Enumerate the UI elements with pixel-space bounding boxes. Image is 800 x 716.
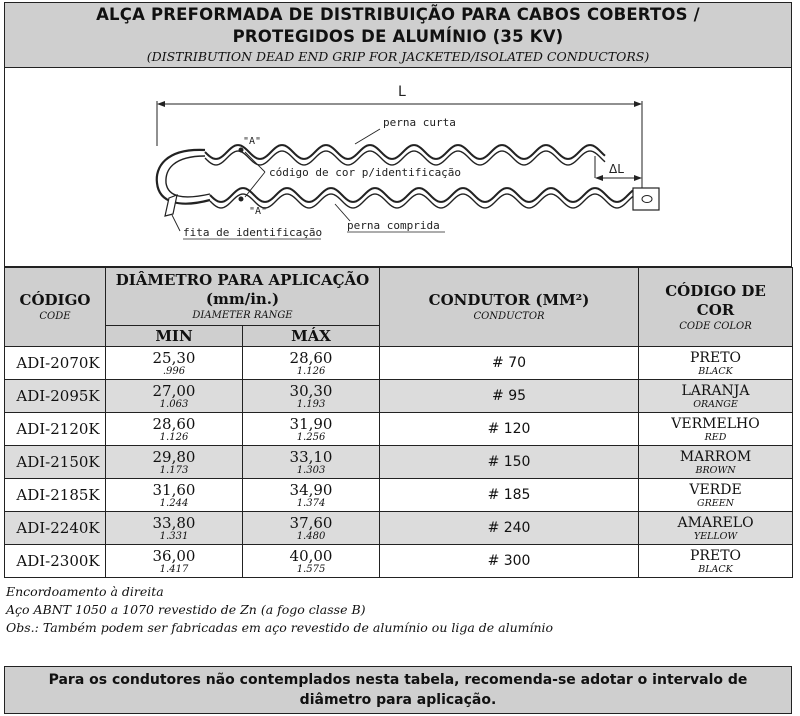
table-row: [5, 347, 793, 380]
cell-color: LARANJA ORANGE: [639, 380, 793, 413]
cell-min: 27,00 1.063: [106, 380, 243, 413]
cell-min: 25,30 .996: [106, 347, 243, 380]
note-observation: Obs.: Também podem ser fabricadas em aço revestido de alumínio ou liga de alumínio: [6, 620, 554, 635]
header-conductor-en: CONDUCTOR: [473, 311, 545, 322]
section-A-bottom-label: "A": [249, 206, 268, 217]
cell-code: ADI-2150K: [5, 446, 106, 479]
header-code: [5, 268, 106, 347]
cell-conductor: # 240: [380, 512, 639, 545]
header-code-label: CÓDIGO: [19, 291, 91, 309]
cell-conductor: # 120: [380, 413, 639, 446]
section-A-top-label: "A": [243, 136, 262, 147]
title-line-1: ALÇA PREFORMADA DE DISTRIBUIÇÃO PARA CABOS COBERTOS /: [96, 5, 700, 24]
note-stranding: Encordoamento à direita: [6, 584, 164, 599]
cell-min: 31,60 1.244: [106, 479, 243, 512]
cell-color: PRETO BLACK: [639, 347, 793, 380]
header-color-en: CODE COLOR: [679, 320, 752, 332]
short-leg-label: perna curta: [383, 116, 456, 129]
table-row: [5, 413, 793, 446]
technical-drawing: [4, 68, 792, 267]
cell-code: ADI-2120K: [5, 413, 106, 446]
table-row: [5, 545, 793, 578]
dead-end-grip-drawing: [5, 68, 793, 267]
cell-conductor: # 300: [380, 545, 639, 578]
cell-max: 37,60 1.480: [243, 512, 380, 545]
cell-min: 29,80 1.173: [106, 446, 243, 479]
cell-color: AMARELO YELLOW: [639, 512, 793, 545]
cell-max: 34,90 1.374: [243, 479, 380, 512]
cell-color: PRETO BLACK: [639, 545, 793, 578]
long-leg-label: perna comprida: [347, 219, 440, 232]
cell-min: 33,80 1.331: [106, 512, 243, 545]
id-tape-label: fita de identificação: [183, 226, 323, 239]
header-conductor-label: CONDUTOR (MM²): [428, 291, 590, 309]
cell-code: ADI-2300K: [5, 545, 106, 578]
table-row: [5, 512, 793, 545]
specification-table: [4, 267, 793, 578]
cell-max: 33,10 1.303: [243, 446, 380, 479]
cell-code: ADI-2240K: [5, 512, 106, 545]
cell-code: ADI-2185K: [5, 479, 106, 512]
header-max-label: MÁX: [291, 326, 331, 345]
cell-code: ADI-2070K: [5, 347, 106, 380]
document-header: [4, 2, 792, 68]
cell-max: 40,00 1.575: [243, 545, 380, 578]
header-max: [243, 326, 380, 347]
header-code-en: CODE: [39, 311, 71, 322]
cell-min: 28,60 1.126: [106, 413, 243, 446]
delta-L-label: ΔL: [609, 162, 624, 176]
table-row: [5, 446, 793, 479]
header-color-line1: CÓDIGO DE: [665, 281, 766, 300]
cell-max: 31,90 1.256: [243, 413, 380, 446]
header-min: [106, 326, 243, 347]
header-diameter-en: DIAMETER RANGE: [192, 310, 293, 321]
header-min-label: MIN: [155, 326, 193, 345]
short-leg-helix: [205, 145, 605, 165]
subtitle-english: (DISTRIBUTION DEAD END GRIP FOR JACKETED/ISOLATED CONDUCTORS): [146, 49, 650, 64]
header-diameter-units: (mm/in.): [205, 290, 280, 308]
long-leg-helix: [210, 188, 634, 208]
cell-conductor: # 95: [380, 380, 639, 413]
header-color-line2: COR: [696, 300, 735, 319]
footer-recommendation: [4, 666, 792, 714]
cell-min: 36,00 1.417: [106, 545, 243, 578]
table-row: [5, 479, 793, 512]
cell-color: VERMELHO RED: [639, 413, 793, 446]
cell-conductor: # 185: [380, 479, 639, 512]
dimension-L-label: L: [398, 84, 406, 100]
cell-conductor: # 150: [380, 446, 639, 479]
cell-color: MARROM BROWN: [639, 446, 793, 479]
cell-max: 28,60 1.126: [243, 347, 380, 380]
header-diameter-label: DIÂMETRO PARA APLICAÇÃO: [115, 271, 370, 289]
footer-line-2: diâmetro para aplicação.: [299, 692, 497, 708]
cell-conductor: # 70: [380, 347, 639, 380]
table-row: [5, 380, 793, 413]
cell-color: VERDE GREEN: [639, 479, 793, 512]
cell-code: ADI-2095K: [5, 380, 106, 413]
title-line-2: PROTEGIDOS DE ALUMÍNIO (35 KV): [232, 27, 564, 46]
notes: [6, 583, 786, 637]
cell-max: 30,30 1.193: [243, 380, 380, 413]
footer-line-1: Para os condutores não contemplados nesta tabela, recomenda-se adotar o intervalo de: [48, 672, 748, 688]
header-conductor: [380, 268, 639, 347]
header-color-code: [639, 268, 793, 347]
color-code-label: código de cor p/identificação: [269, 166, 462, 179]
note-material: Aço ABNT 1050 a 1070 revestido de Zn (a fogo classe B): [6, 602, 366, 617]
header-diameter: [106, 268, 380, 326]
